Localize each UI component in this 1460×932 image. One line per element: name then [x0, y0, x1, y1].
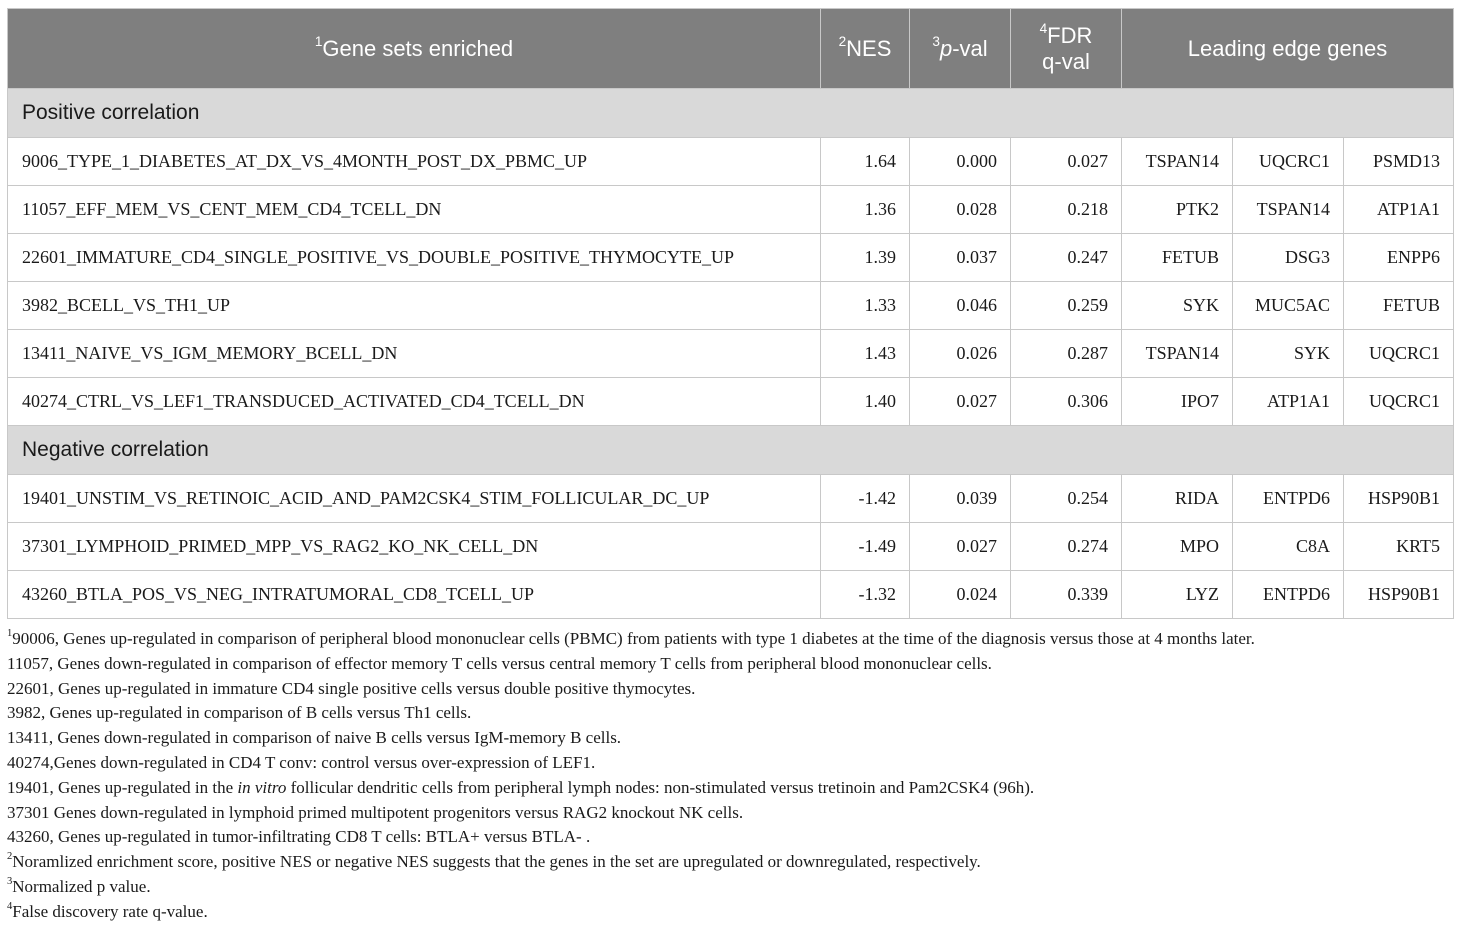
header-label: NES [846, 35, 892, 61]
nes-value: 1.64 [821, 138, 910, 186]
gene-set-name: 40274_CTRL_VS_LEF1_TRANSDUCED_ACTIVATED_CD4_TCELL_DN [8, 378, 821, 426]
leading-edge-gene: HSP90B1 [1344, 475, 1454, 523]
leading-edge-gene: ENTPD6 [1233, 571, 1344, 619]
gene-set-name: 11057_EFF_MEM_VS_CENT_MEM_CD4_TCELL_DN [8, 186, 821, 234]
leading-edge-gene: MUC5AC [1233, 282, 1344, 330]
nes-value: -1.32 [821, 571, 910, 619]
leading-edge-gene: TSPAN14 [1233, 186, 1344, 234]
table-row [8, 475, 1454, 523]
header-row [8, 9, 1454, 89]
leading-edge-gene: DSG3 [1233, 234, 1344, 282]
leading-edge-gene: ATP1A1 [1344, 186, 1454, 234]
footnote [7, 701, 1453, 726]
header-label: FDR [1047, 22, 1093, 48]
pval-value: 0.027 [910, 378, 1011, 426]
nes-value: -1.42 [821, 475, 910, 523]
pval-value: 0.027 [910, 523, 1011, 571]
header-label-line2: q-val [1042, 48, 1090, 74]
leading-edge-gene: TSPAN14 [1122, 138, 1233, 186]
footnote-text: 19401, Genes up-regulated in the [7, 777, 238, 797]
footnote-mark: 2 [7, 851, 13, 863]
table-body [8, 89, 1454, 619]
leading-edge-gene: ENTPD6 [1233, 475, 1344, 523]
leading-edge-gene: ENPP6 [1344, 234, 1454, 282]
gene-set-name: 37301_LYMPHOID_PRIMED_MPP_VS_RAG2_KO_NK_CELL_DN [8, 523, 821, 571]
pval-value: 0.039 [910, 475, 1011, 523]
header-footnote-mark: 4 [1039, 20, 1048, 36]
pval-value: 0.046 [910, 282, 1011, 330]
leading-edge-gene: TSPAN14 [1122, 330, 1233, 378]
footnote [7, 850, 1453, 875]
footnote-text: 37301 Genes down-regulated in lymphoid primed multipotent progenitors versus RAG2 knockout NK cells. [7, 802, 744, 822]
footnote-text: False discovery rate q-value. [12, 901, 208, 921]
gene-set-name: 22601_IMMATURE_CD4_SINGLE_POSITIVE_VS_DOUBLE_POSITIVE_THYMOCYTE_UP [8, 234, 821, 282]
footnote-text-italic: in vitro [237, 777, 287, 797]
footnote-text: 90006, Genes up-regulated in comparison of peripheral blood mononuclear cells (PBMC) from patients with type 1 diabetes at the time of the diagnosis versus those at 4 months later. [12, 629, 1255, 648]
footnote [7, 776, 1453, 801]
leading-edge-gene: SYK [1233, 330, 1344, 378]
leading-edge-gene: HSP90B1 [1344, 571, 1454, 619]
footnote [7, 726, 1453, 751]
header-label: Gene sets enriched [322, 35, 514, 61]
table-row [8, 378, 1454, 426]
footnote-text: Normalized p value. [12, 876, 151, 896]
table-row [8, 186, 1454, 234]
footnote-text: 40274,Genes down-regulated in CD4 T conv: control versus over-expression of LEF1. [7, 752, 596, 772]
footnote-mark: 3 [7, 876, 13, 888]
leading-edge-gene: SYK [1122, 282, 1233, 330]
footnote-text: Noramlized enrichment score, positive NES or negative NES suggests that the genes in the set are upregulated or downregulated, respectively. [12, 852, 981, 872]
footnote [7, 751, 1453, 776]
leading-edge-gene: C8A [1233, 523, 1344, 571]
leading-edge-gene: PTK2 [1122, 186, 1233, 234]
header-leading-edge [1122, 9, 1454, 89]
footnote-text: 3982, Genes up-regulated in comparison of B cells versus Th1 cells. [7, 703, 472, 723]
footnote-text: 13411, Genes down-regulated in comparison of naive B cells versus IgM-memory B cells. [7, 728, 622, 748]
leading-edge-gene: RIDA [1122, 475, 1233, 523]
table-row [8, 138, 1454, 186]
footnote [7, 900, 1453, 925]
pval-value: 0.000 [910, 138, 1011, 186]
table-row [8, 282, 1454, 330]
pval-value: 0.037 [910, 234, 1011, 282]
leading-edge-gene: UQCRC1 [1233, 138, 1344, 186]
footnote-mark: 4 [7, 901, 13, 913]
table-row [8, 571, 1454, 619]
footnote [7, 801, 1453, 826]
footnote-text-after: follicular dendritic cells from peripheral lymph nodes: non-stimulated versus tretinoin and Pam2CSK4 (96h). [286, 777, 1035, 797]
footnote [7, 875, 1453, 900]
enrichment-table-container [7, 8, 1453, 619]
footnote-text: 11057, Genes down-regulated in comparison of effector memory T cells versus central memory T cells from peripheral blood mononuclear cells. [7, 653, 992, 673]
leading-edge-gene: FETUB [1344, 282, 1454, 330]
gene-set-name: 43260_BTLA_POS_VS_NEG_INTRATUMORAL_CD8_TCELL_UP [8, 571, 821, 619]
header-footnote-mark: 3 [932, 33, 940, 49]
nes-value: 1.33 [821, 282, 910, 330]
leading-edge-gene: KRT5 [1344, 523, 1454, 571]
header-pval [910, 9, 1011, 89]
gene-set-name: 9006_TYPE_1_DIABETES_AT_DX_VS_4MONTH_POST_DX_PBMC_UP [8, 138, 821, 186]
fdr-value: 0.218 [1011, 186, 1122, 234]
table-row [8, 523, 1454, 571]
header-label-italic: p [939, 35, 953, 61]
leading-edge-gene: UQCRC1 [1344, 330, 1454, 378]
nes-value: -1.49 [821, 523, 910, 571]
nes-value: 1.39 [821, 234, 910, 282]
header-fdr [1011, 9, 1122, 89]
section-row [8, 89, 1454, 138]
enrichment-table [7, 8, 1454, 619]
gene-set-name: 3982_BCELL_VS_TH1_UP [8, 282, 821, 330]
fdr-value: 0.027 [1011, 138, 1122, 186]
fdr-value: 0.339 [1011, 571, 1122, 619]
fdr-value: 0.247 [1011, 234, 1122, 282]
section-label: Negative correlation [8, 426, 1454, 475]
header-gene-sets [8, 9, 821, 89]
fdr-value: 0.287 [1011, 330, 1122, 378]
table-row [8, 234, 1454, 282]
leading-edge-gene: UQCRC1 [1344, 378, 1454, 426]
nes-value: 1.43 [821, 330, 910, 378]
leading-edge-gene: MPO [1122, 523, 1233, 571]
nes-value: 1.36 [821, 186, 910, 234]
footnote-text: 22601, Genes up-regulated in immature CD4 single positive cells versus double positive thymocytes. [7, 678, 696, 698]
leading-edge-gene: IPO7 [1122, 378, 1233, 426]
fdr-value: 0.254 [1011, 475, 1122, 523]
footnote [7, 627, 1453, 652]
section-label: Positive correlation [8, 89, 1454, 138]
header-label: -val [952, 35, 988, 61]
nes-value: 1.40 [821, 378, 910, 426]
gene-set-name: 13411_NAIVE_VS_IGM_MEMORY_BCELL_DN [8, 330, 821, 378]
leading-edge-gene: ATP1A1 [1233, 378, 1344, 426]
footnote [7, 652, 1453, 677]
footnote-mark: 1 [7, 628, 13, 640]
pval-value: 0.024 [910, 571, 1011, 619]
footnotes [7, 627, 1453, 925]
footnote-text: 43260, Genes up-regulated in tumor-infiltrating CD8 T cells: BTLA+ versus BTLA- . [7, 827, 591, 847]
pval-value: 0.026 [910, 330, 1011, 378]
gene-set-name: 19401_UNSTIM_VS_RETINOIC_ACID_AND_PAM2CSK4_STIM_FOLLICULAR_DC_UP [8, 475, 821, 523]
fdr-value: 0.306 [1011, 378, 1122, 426]
footnote [7, 825, 1453, 850]
fdr-value: 0.274 [1011, 523, 1122, 571]
header-footnote-mark: 2 [838, 33, 847, 49]
header-footnote-mark: 1 [314, 33, 323, 49]
pval-value: 0.028 [910, 186, 1011, 234]
leading-edge-gene: PSMD13 [1344, 138, 1454, 186]
leading-edge-gene: FETUB [1122, 234, 1233, 282]
section-row [8, 426, 1454, 475]
leading-edge-gene: LYZ [1122, 571, 1233, 619]
fdr-value: 0.259 [1011, 282, 1122, 330]
header-label: Leading edge genes [1187, 35, 1388, 61]
header-nes [821, 9, 910, 89]
footnote [7, 677, 1453, 702]
table-row [8, 330, 1454, 378]
